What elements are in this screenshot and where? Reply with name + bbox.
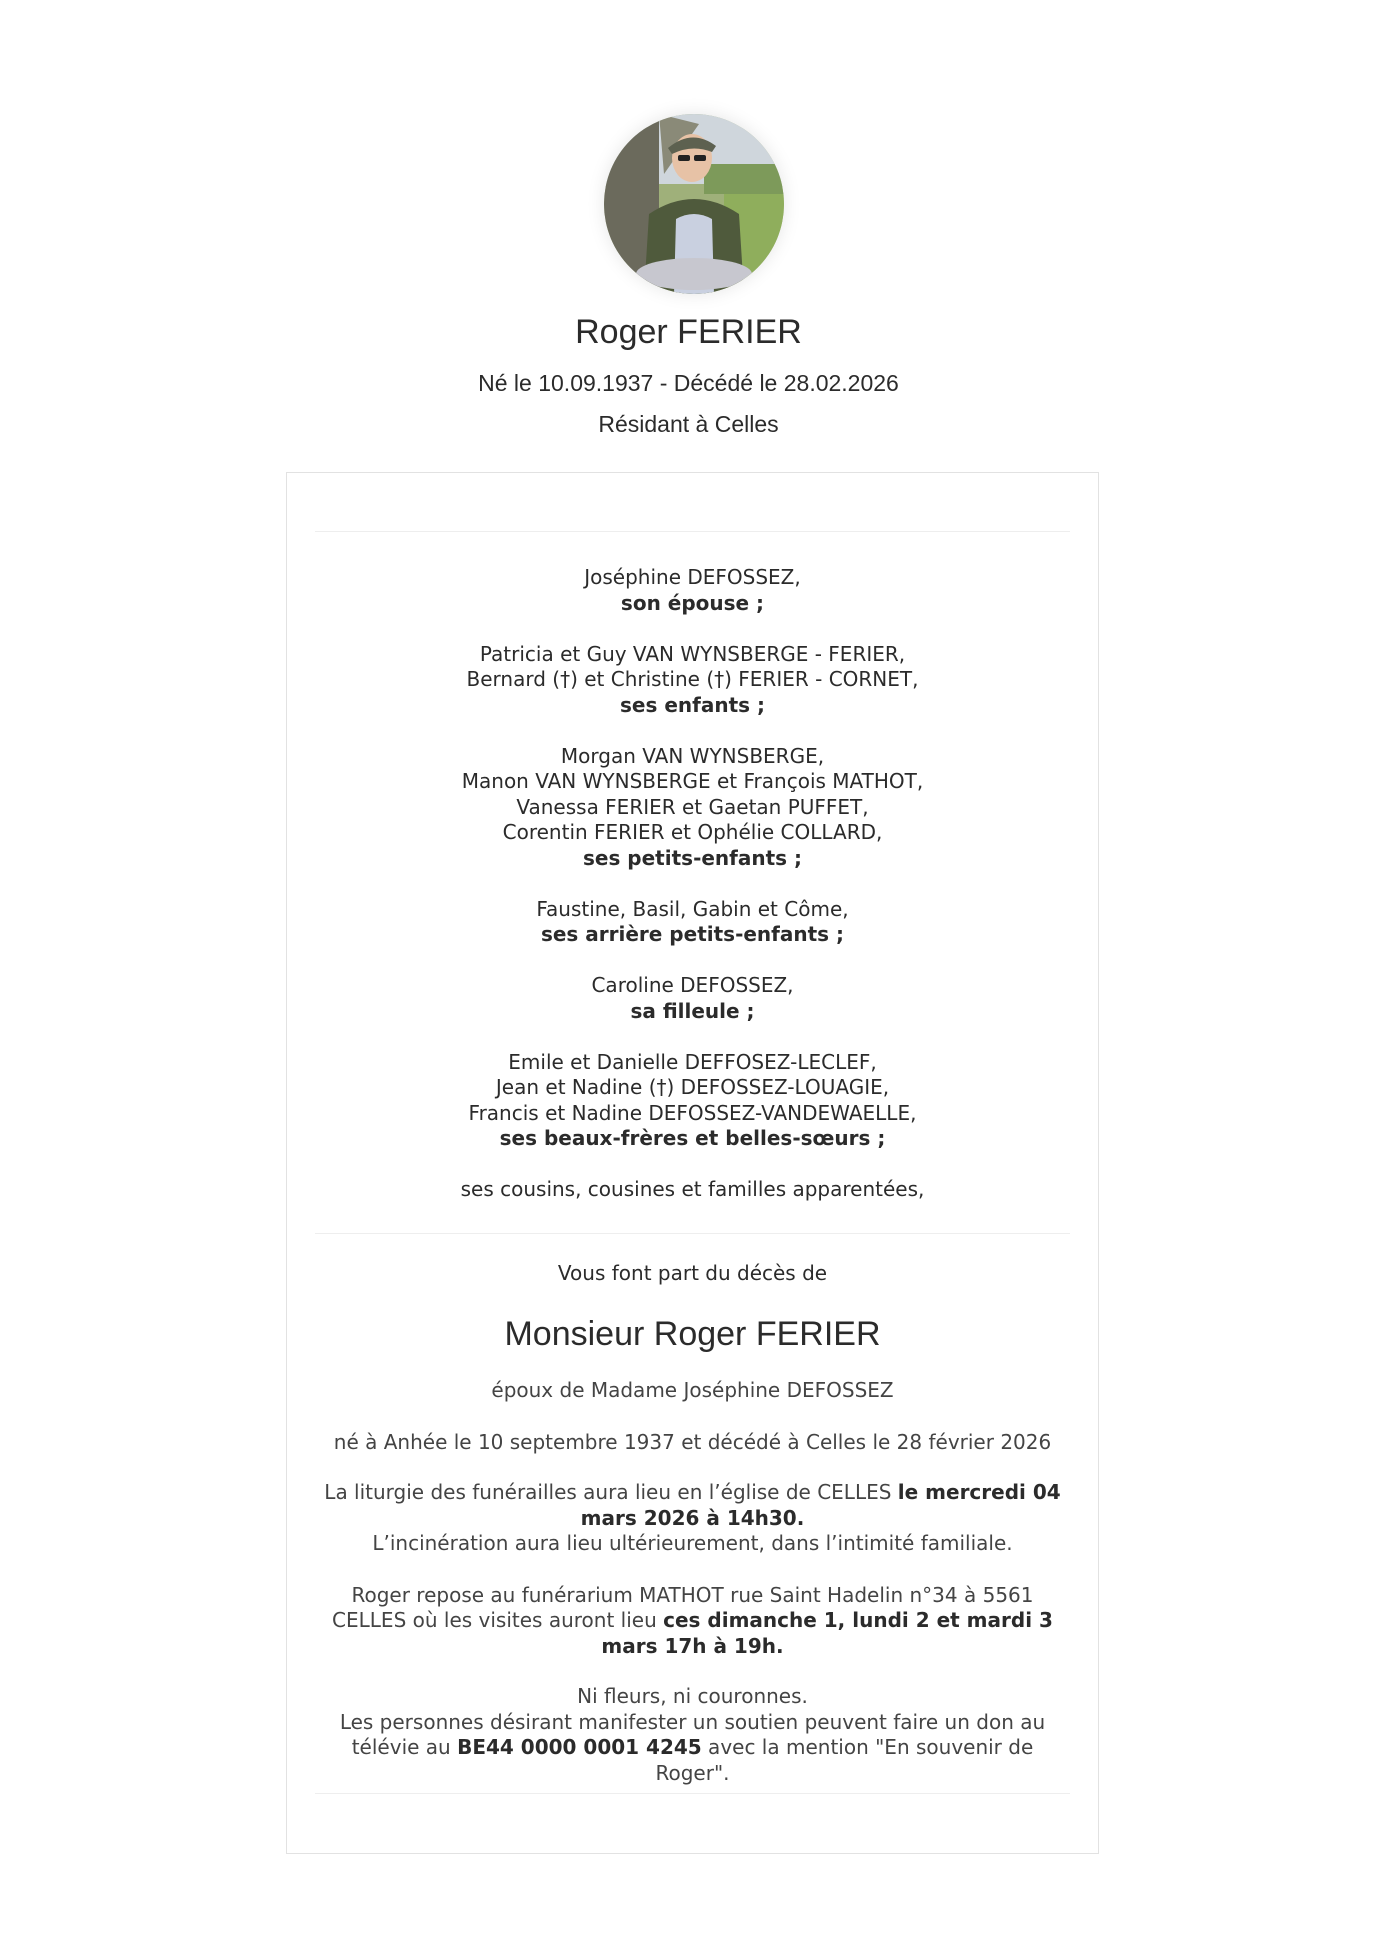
- liturgy-text: La liturgie des funérailles aura lieu en l’église de CELLES: [324, 1480, 898, 1504]
- visits-dates: ces dimanche 1, lundi 2 et mardi 3 mars 17h à 19h.: [601, 1608, 1053, 1658]
- family-group-great-grandchildren: [315, 897, 1070, 948]
- family-line: Faustine, Basil, Gabin et Côme,: [536, 896, 849, 921]
- family-line: ses cousins, cousines et familles apparentées,: [460, 1177, 925, 1201]
- life-dates: Né le 10.09.1937 - Décédé le 28.02.2026: [478, 370, 899, 396]
- family-group-children: [315, 642, 1070, 719]
- family-role: ses petits-enfants ;: [582, 845, 803, 870]
- family-line: Vanessa FERIER et Gaetan PUFFET,: [516, 794, 869, 819]
- family-role: ses arrière petits-enfants ;: [540, 922, 845, 946]
- family-role: ses beaux-frères et belles-sœurs ;: [499, 1126, 886, 1150]
- divider-bottom: [315, 1793, 1070, 1794]
- liturgy-date: le mercredi 04 mars 2026 à 14h30.: [580, 1480, 1061, 1530]
- announcement-birth-death: né à Anhée le 10 septembre 1937 et décédé à Celles le 28 février 2026: [333, 1429, 1052, 1454]
- cremation-text: L’incinération aura lieu ultérieurement, dans l’intimité familiale.: [372, 1531, 1013, 1555]
- visits-text: Roger repose au funérarium MATHOT rue Saint Hadelin n°34 à 5561 CELLES où les visites auront lieu: [332, 1582, 1034, 1632]
- obituary-card: [286, 472, 1099, 1854]
- family-line: Morgan VAN WYNSBERGE,: [560, 743, 825, 768]
- portrait-image: [604, 114, 784, 294]
- donation-info: [315, 1684, 1070, 1786]
- announcement: [315, 1261, 1070, 1786]
- family-role: sa filleule ;: [630, 998, 755, 1023]
- family-line: Francis et Nadine DEFOSSEZ-VANDEWAELLE,: [468, 1100, 917, 1125]
- announcement-intro: Vous font part du décès de: [557, 1261, 828, 1285]
- family-group-goddaughter: [315, 973, 1070, 1024]
- family-group-cousins: [315, 1177, 1070, 1203]
- funeral-liturgy: [315, 1480, 1070, 1557]
- divider-top: [315, 531, 1070, 532]
- donation-end: avec la mention "En souvenir de Roger".: [655, 1735, 1034, 1785]
- family-line: Bernard (†) et Christine (†) FERIER - CORNET,: [466, 667, 919, 691]
- announcement-full-name: Monsieur Roger FERIER: [504, 1315, 881, 1353]
- announcement-spouse: époux de Madame Joséphine DEFOSSEZ: [491, 1378, 894, 1402]
- family-line: Patricia et Guy VAN WYNSBERGE - FERIER,: [479, 641, 906, 666]
- family-role: son épouse ;: [620, 590, 765, 615]
- family-list: [315, 565, 1070, 1203]
- family-line: Corentin FERIER et Ophélie COLLARD,: [502, 820, 883, 844]
- flowers-text: Ni fleurs, ni couronnes.: [577, 1684, 808, 1708]
- family-line: Joséphine DEFOSSEZ,: [584, 565, 801, 589]
- donation-iban: BE44 0000 0001 4245: [457, 1735, 702, 1759]
- donation-text: Les personnes désirant manifester un soutien peuvent faire un don au télévie au: [339, 1709, 1046, 1759]
- portrait-photo: [604, 114, 784, 294]
- family-group-grandchildren: [315, 744, 1070, 872]
- divider-middle: [315, 1233, 1070, 1234]
- family-role: ses enfants ;: [620, 692, 765, 717]
- family-group-spouse: [315, 565, 1070, 616]
- family-line: Emile et Danielle DEFFOSEZ-LECLEF,: [508, 1049, 877, 1074]
- family-line: Jean et Nadine (†) DEFOSSEZ-LOUAGIE,: [495, 1075, 890, 1099]
- family-group-in-laws: [315, 1050, 1070, 1152]
- family-line: Caroline DEFOSSEZ,: [591, 973, 794, 997]
- visits-info: [315, 1583, 1070, 1660]
- family-line: Manon VAN WYNSBERGE et François MATHOT,: [461, 769, 924, 793]
- residence: Résidant à Celles: [598, 411, 779, 437]
- deceased-name: Roger FERIER: [575, 313, 802, 351]
